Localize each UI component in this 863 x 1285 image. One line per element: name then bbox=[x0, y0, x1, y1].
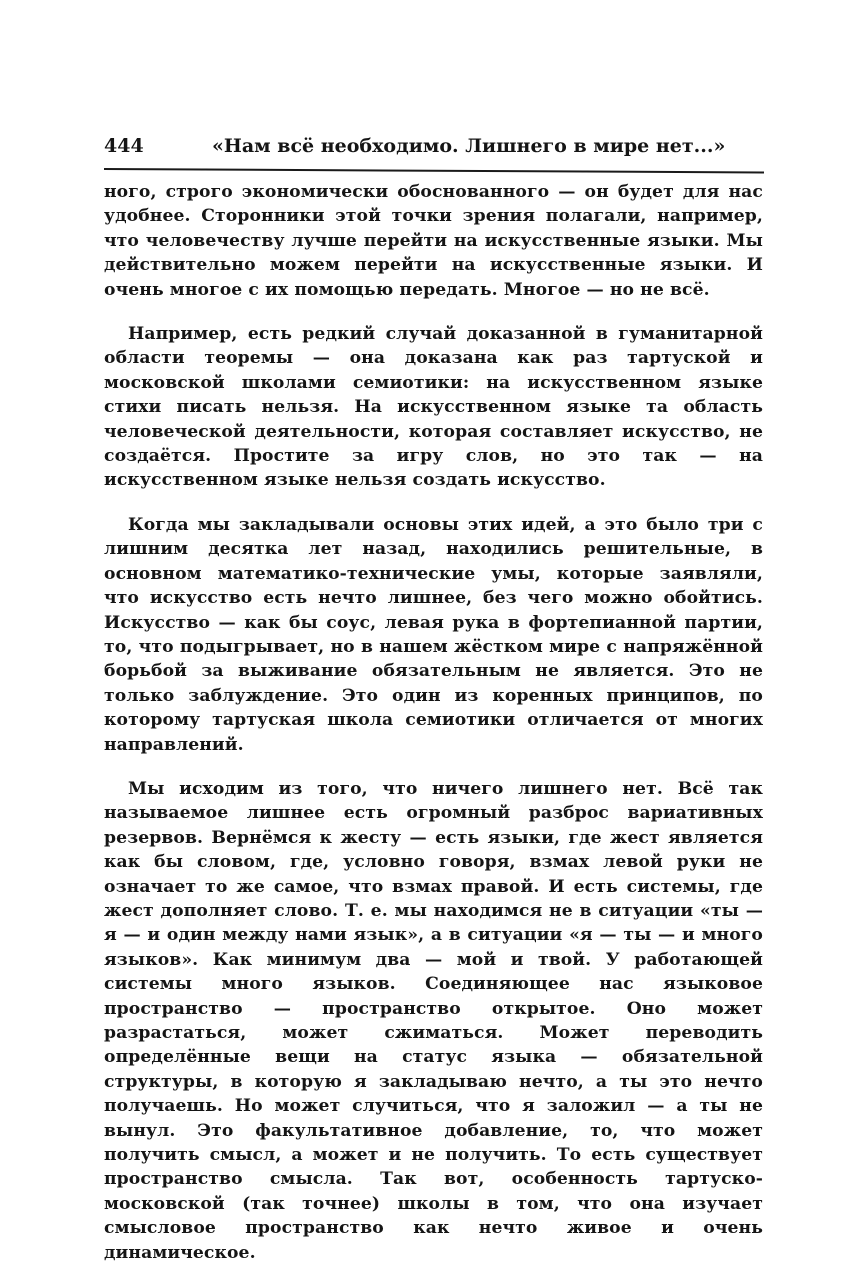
paragraph-2: Например, есть редкий случай доказанной в гуманитарной области теоремы — она доказана как раз тартуской и московской школами семиотики: на искусственном языке стихи писать нельзя. На искусственном языке та область человеческой деятельности, которая составляет искусство, не создаётся. Простите за игру слов, но это так — на искусственном языке нельзя создать искусство. bbox=[104, 324, 763, 491]
running-title: «Нам всё необходимо. Лишнего в мире нет...» bbox=[212, 135, 726, 157]
paragraph-3: Когда мы закладывали основы этих идей, а это было три с лишним десятка лет назад, находились решительные, в основном математико-технические умы, которые заявляли, что искусство есть нечто лишнее, без чего можно обойтись. Искусство — как бы соус, левая рука в фортепианной партии, то, что подыгрывает, но в нашем жёстком мире с напряжённой борьбой за выживание обязательным не является. Это не только заблуждение. Это один из коренных принципов, по которому тартуская школа семиотики отличается от многих направлений. bbox=[104, 514, 763, 755]
header-rule bbox=[104, 168, 764, 173]
body-text bbox=[104, 180, 763, 1285]
page-number: 444 bbox=[104, 135, 144, 157]
running-head bbox=[104, 132, 764, 160]
paragraph-4: Мы исходим из того, что ничего лишнего нет. Всё так называемое лишнее есть огромный разброс вариативных резервов. Вернёмся к жесту — есть языки, где жест является как бы словом, где, условно говоря, взмах левой руки не означает то же самое, что взмах правой. И есть системы, где жест дополняет слово. Т. е. мы находимся не в ситуации «ты — я — и один между нами язык», а в ситуации «я — ты — и много языков». Как минимум два — мой и твой. У работающей системы много языков. Соединяющее нас языковое пространство — пространство открытое. Оно может разрастаться, может сжиматься. Может переводить определённые вещи на статус языка — обязательной структуры, в которую я закладываю нечто, а ты это нечто получаешь. Но может случиться, что я заложил — а ты не вынул. Это факультативное добавление, то, что может получить смысл, а может и не получить. То есть существует пространство смысла. Так вот, особенность тартуско-московской (так точнее) школы в том, что она изучает смысловое пространство как нечто живое и очень динамическое. bbox=[104, 778, 763, 1263]
paragraph-1: ного, строго экономически обоснованного — он будет для нас удобнее. Сторонники этой точки зрения полагали, например, что человечеству лучше перейти на искусственные языки. Мы действительно можем перейти на искусственные языки. И очень многое с их помощью передать. Многое — но не всё. bbox=[104, 182, 763, 300]
